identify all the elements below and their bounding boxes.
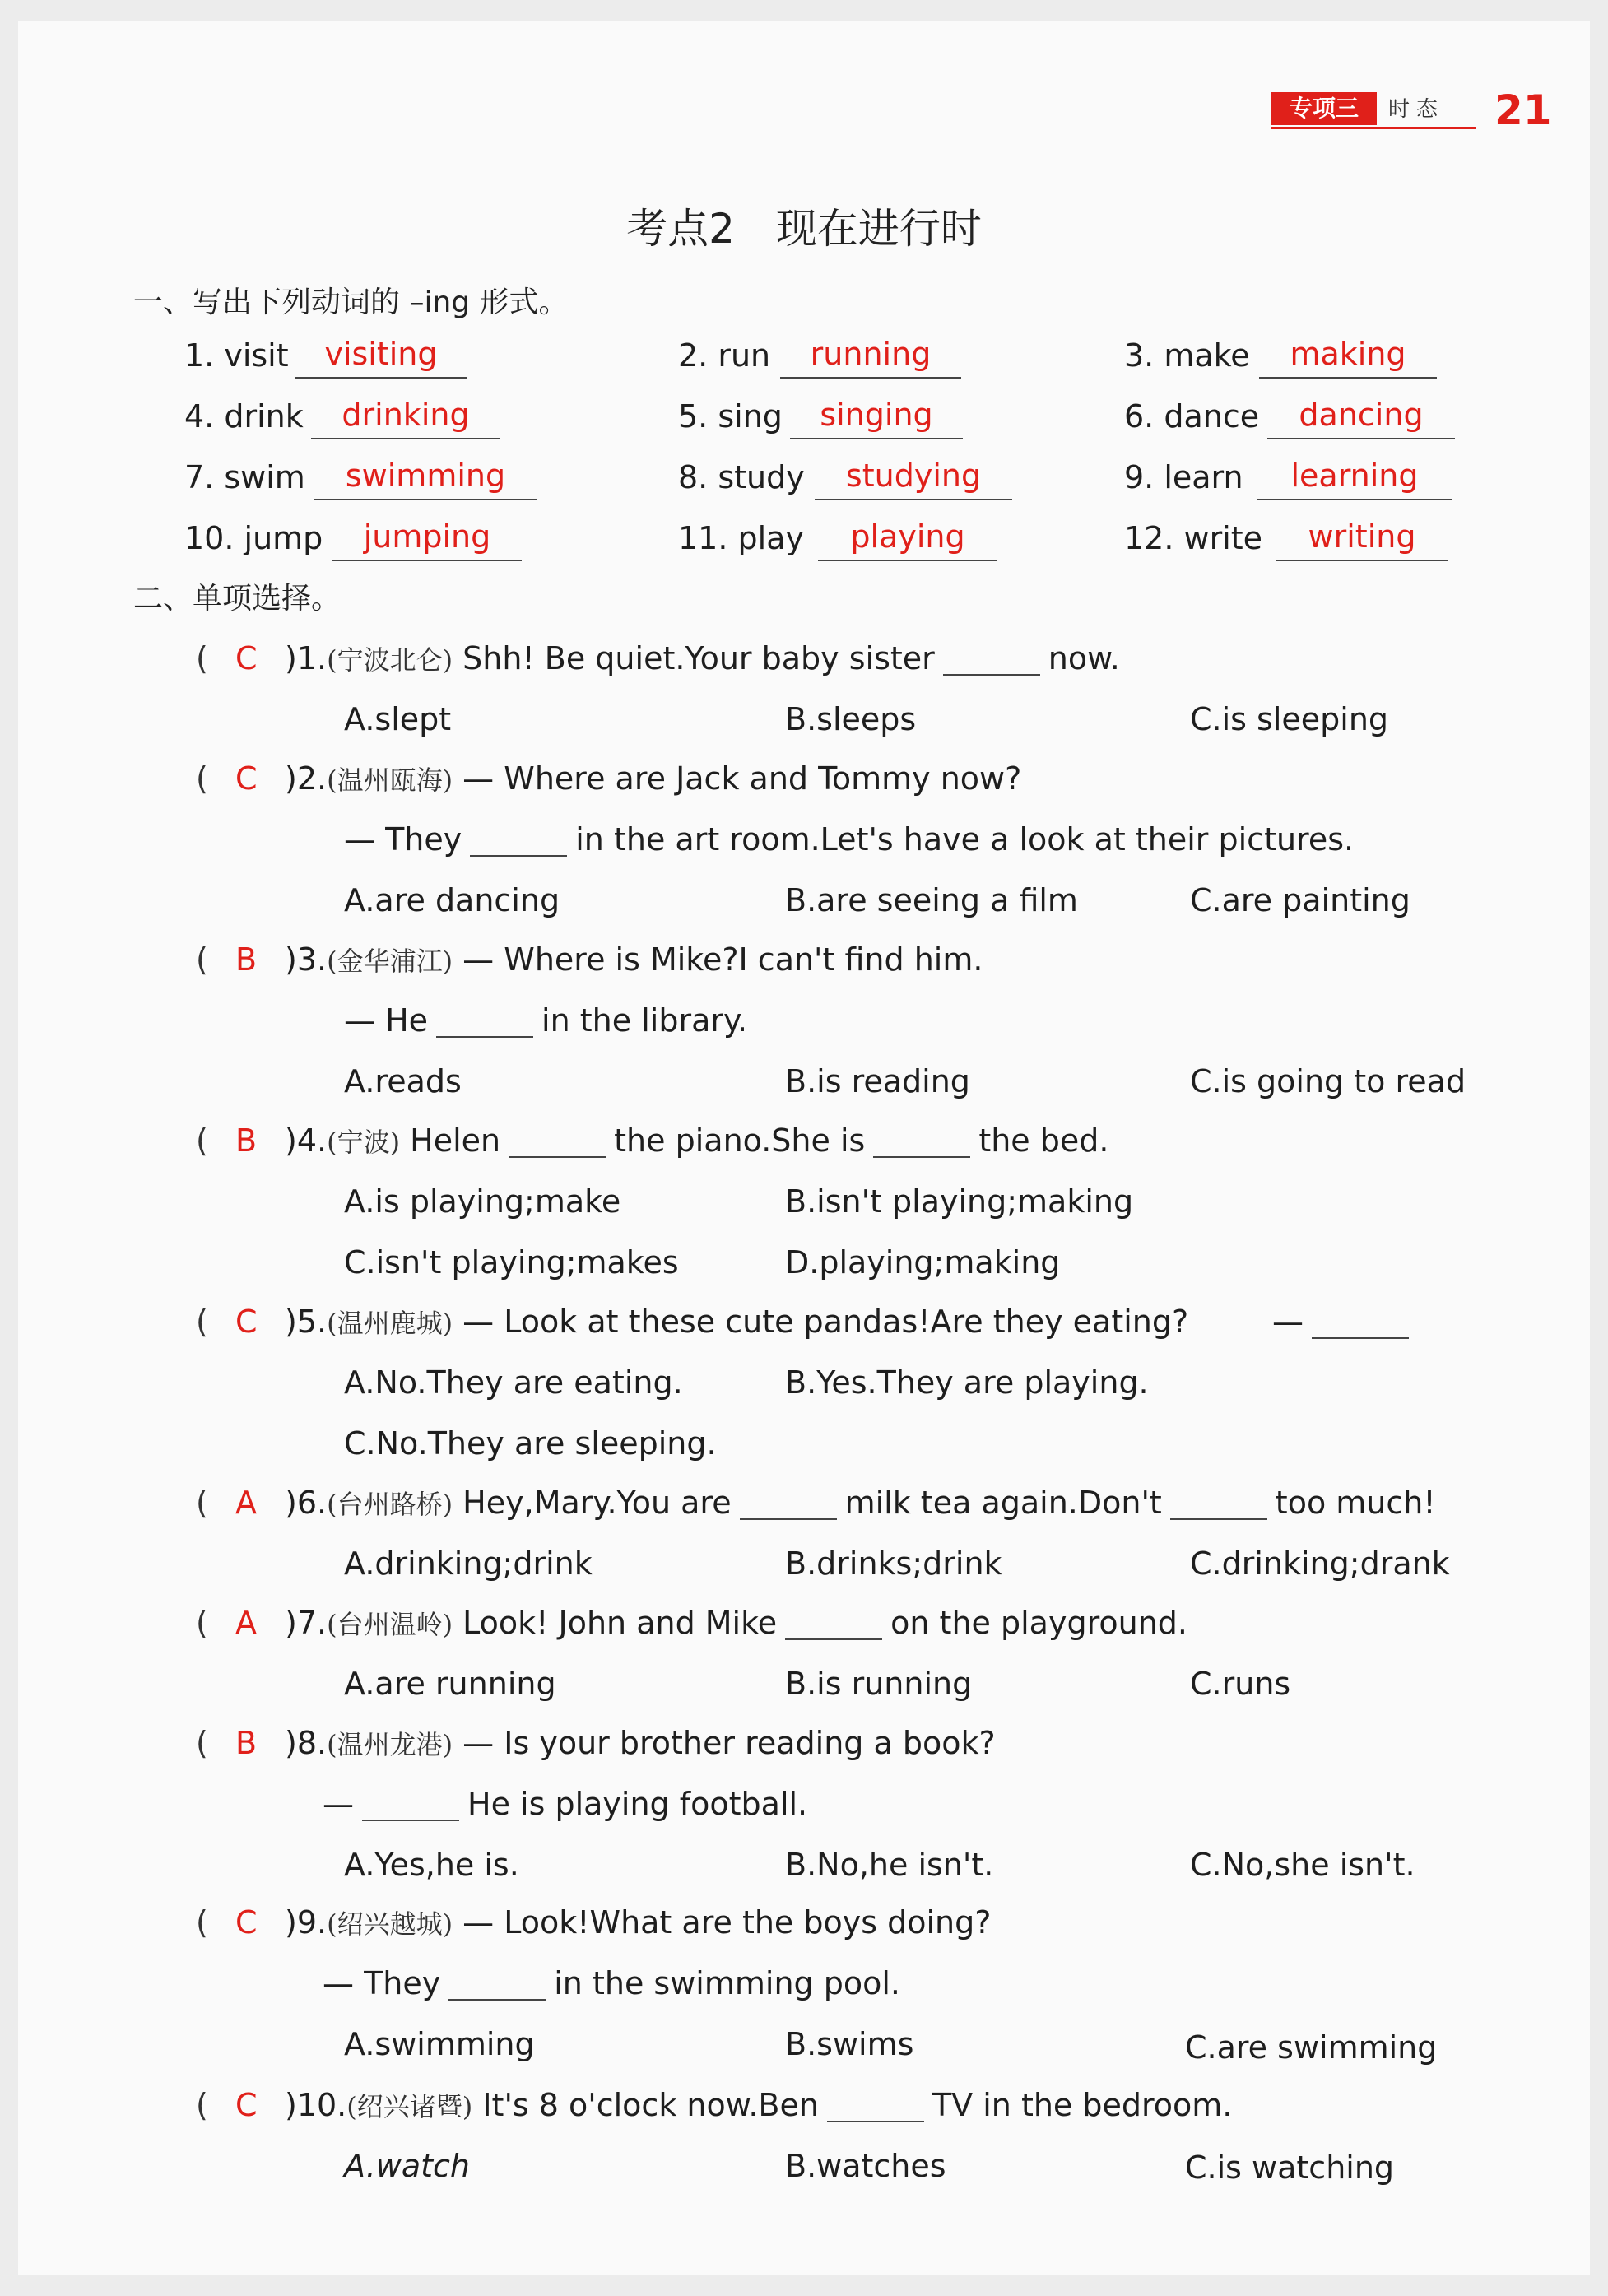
blank-line: [785, 1614, 882, 1640]
answer-line: [311, 438, 500, 439]
verb-answer: dancing: [1299, 397, 1424, 433]
verb-answer: learning: [1290, 458, 1419, 494]
answer-line: [815, 499, 1012, 500]
answer-line: [1259, 377, 1437, 379]
question-line: — They in the art room.Let's have a look at their pictures.: [344, 821, 1355, 858]
option: C.are painting: [1190, 882, 1410, 918]
verb-answer: running: [810, 336, 932, 372]
choice-answer: C: [235, 1904, 258, 1940]
verb-answer: making: [1290, 336, 1406, 372]
option: A.slept: [344, 701, 452, 737]
question-line: — He is playing football.: [323, 1786, 808, 1822]
option: C.is sleeping: [1190, 701, 1389, 737]
verb-answer: visiting: [324, 336, 438, 372]
option: A.watch: [344, 2148, 471, 2184]
choice-answer: C: [235, 640, 258, 676]
question-line: )4.(宁波) Helen the piano.She is the bed.: [285, 1122, 1109, 1159]
question-line: )8.(温州龙港) — Is your brother reading a book?: [285, 1725, 996, 1761]
option: A.swimming: [344, 2026, 535, 2062]
option: C.drinking;drank: [1190, 1545, 1450, 1582]
verb-prompt: 2. run: [678, 337, 771, 374]
option: C.isn't playing;makes: [344, 1244, 679, 1280]
option: B.isn't playing;making: [785, 1183, 1134, 1220]
question-source: (台州温岭): [327, 1609, 453, 1640]
question-line: )2.(温州瓯海) — Where are Jack and Tommy now?: [285, 760, 1022, 797]
question-line: )7.(台州温岭) Look! John and Mike on the playground.: [285, 1605, 1187, 1641]
verb-prompt: 12. write: [1124, 520, 1263, 556]
option: C.are swimming: [1185, 2029, 1438, 2066]
answer-paren: (: [196, 1605, 208, 1641]
choice-answer: C: [235, 1304, 258, 1340]
answer-paren: (: [196, 760, 208, 797]
choice-answer: A: [235, 1485, 257, 1521]
choice-answer: B: [235, 941, 258, 978]
option: B.Yes.They are playing.: [785, 1364, 1149, 1401]
answer-line: [790, 438, 963, 439]
blank-line: [873, 1132, 970, 1158]
question-line: )3.(金华浦江) — Where is Mike?I can't find him.: [285, 941, 983, 978]
verb-answer: writing: [1308, 518, 1416, 555]
option: A.No.They are eating.: [344, 1364, 683, 1401]
verb-prompt: 4. drink: [184, 398, 304, 435]
option: A.drinking;drink: [344, 1545, 593, 1582]
verb-answer: jumping: [363, 518, 491, 555]
page-title: 考点2 现在进行时: [626, 205, 982, 253]
answer-paren: (: [196, 1904, 208, 1940]
answer-line: [295, 377, 467, 379]
answer-line: [332, 560, 522, 561]
part2-heading: 二、单项选择。: [133, 582, 342, 616]
question-line: )5.(温州鹿城) — Look at these cute pandas!Are they eating?: [285, 1304, 1189, 1340]
option: A.are running: [344, 1666, 556, 1702]
section-tag: 专项三: [1271, 92, 1377, 125]
option: B.is running: [785, 1666, 973, 1702]
question-source: (温州龙港): [327, 1729, 453, 1760]
verb-prompt: 8. study: [678, 459, 805, 495]
option: B.swims: [785, 2026, 914, 2062]
part1-heading: 一、写出下列动词的 –ing 形式。: [133, 286, 569, 319]
choice-answer: C: [235, 2087, 258, 2123]
blank-line: [470, 830, 567, 857]
blank-line: [1170, 1494, 1267, 1520]
question-source: (绍兴越城): [327, 1908, 453, 1940]
question-source: (金华浦江): [327, 946, 453, 977]
verb-prompt: 1. visit: [184, 337, 289, 374]
option: A.is playing;make: [344, 1183, 621, 1220]
blank-line: [436, 1011, 533, 1038]
blank-line: [362, 1795, 459, 1821]
verb-prompt: 11. play: [678, 520, 804, 556]
answer-paren: (: [196, 1485, 208, 1521]
verb-answer: singing: [820, 397, 933, 433]
blank-line: [740, 1494, 837, 1520]
answer-line: [1276, 560, 1448, 561]
answer-paren: (: [196, 2087, 208, 2123]
option: A.reads: [344, 1063, 462, 1099]
option: B.drinks;drink: [785, 1545, 1002, 1582]
question-line: )10.(绍兴诸暨) It's 8 o'clock now.Ben TV in the bedroom.: [285, 2087, 1233, 2123]
blank-line: [943, 649, 1040, 676]
option: C.No,she isn't.: [1190, 1847, 1415, 1883]
choice-answer: C: [235, 760, 258, 797]
option: C.No.They are sleeping.: [344, 1425, 717, 1462]
option: A.Yes,he is.: [344, 1847, 519, 1883]
blank-line: [448, 1974, 546, 2001]
choice-answer: B: [235, 1725, 258, 1761]
answer-line: [780, 377, 961, 379]
question-source: (台州路桥): [327, 1489, 453, 1520]
verb-answer: drinking: [342, 397, 470, 433]
question-line: )6.(台州路桥) Hey,Mary.You are milk tea again.Don't too much!: [285, 1485, 1436, 1521]
blank-line: [827, 2096, 924, 2122]
answer-paren: (: [196, 941, 208, 978]
verb-prompt: 9. learn: [1124, 459, 1243, 495]
verb-prompt: 5. sing: [678, 398, 783, 435]
answer-paren: (: [196, 1304, 208, 1340]
question-source: (绍兴诸暨): [346, 2091, 473, 2122]
blank-line: [1312, 1313, 1409, 1339]
option: C.is going to read: [1190, 1063, 1466, 1099]
question-line: — He in the library.: [344, 1002, 748, 1039]
option: C.runs: [1190, 1666, 1291, 1702]
question-line: — They in the swimming pool.: [323, 1965, 900, 2001]
option: D.playing;making: [785, 1244, 1061, 1280]
option: B.No,he isn't.: [785, 1847, 994, 1883]
option: B.sleeps: [785, 701, 917, 737]
section-topic: 时态: [1388, 97, 1445, 122]
option: A.are dancing: [344, 882, 560, 918]
question-source: (宁波): [327, 1127, 401, 1158]
verb-prompt: 7. swim: [184, 459, 305, 495]
verb-prompt: 3. make: [1124, 337, 1250, 374]
answer-paren: (: [196, 1725, 208, 1761]
answer-line: [1257, 499, 1452, 500]
option: C.is watching: [1185, 2150, 1395, 2186]
option: B.are seeing a film: [785, 882, 1078, 918]
verb-answer: swimming: [345, 458, 506, 494]
question-source: (温州鹿城): [327, 1308, 453, 1339]
question-source: (温州瓯海): [327, 765, 453, 796]
header-underline: [1271, 127, 1476, 129]
answer-paren: (: [196, 1122, 208, 1159]
choice-answer: B: [235, 1122, 258, 1159]
answer-line: [314, 499, 537, 500]
blank-line: [509, 1132, 606, 1158]
question-line: )1.(宁波北仑) Shh! Be quiet.Your baby sister now.: [285, 640, 1120, 676]
verb-answer: playing: [850, 518, 965, 555]
page-number: 21: [1494, 86, 1552, 134]
answer-line: [818, 560, 997, 561]
question-line: —: [1272, 1302, 1417, 1341]
option: B.is reading: [785, 1063, 970, 1099]
choice-answer: A: [235, 1605, 257, 1641]
verb-prompt: 6. dance: [1124, 398, 1260, 435]
answer-paren: (: [196, 640, 208, 676]
question-line: )9.(绍兴越城) — Look!What are the boys doing?: [285, 1904, 992, 1940]
answer-line: [1267, 438, 1455, 439]
question-source: (宁波北仑): [327, 644, 453, 676]
verb-prompt: 10. jump: [184, 520, 323, 556]
option: B.watches: [785, 2148, 946, 2184]
verb-answer: studying: [845, 458, 982, 494]
